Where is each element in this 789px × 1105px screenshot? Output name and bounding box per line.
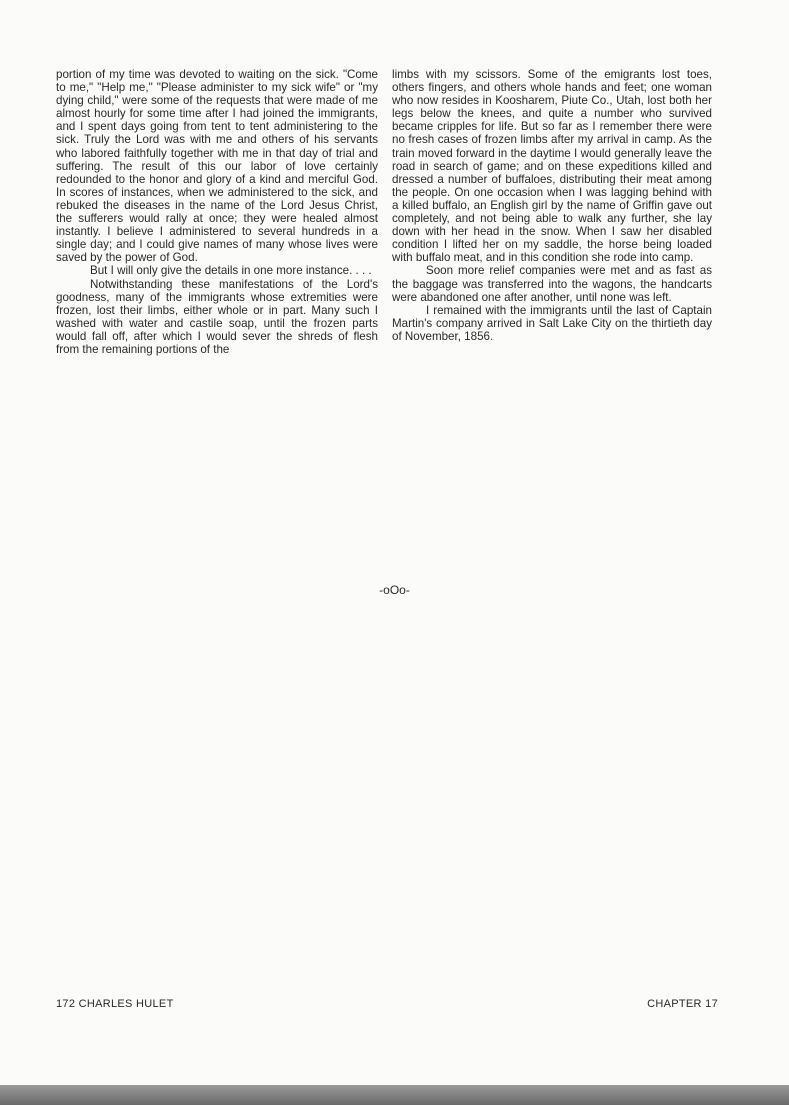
left-paragraph-3: Notwithstanding these manifestations of the Lord's goodness, many of the immigrants whose extremities were frozen, lost their limbs, either whole or in part. Many such I washed with water and castile soap, until the frozen parts would fall off, after which I would sever the shreds of flesh from the remaining portions of the [56, 277, 378, 356]
section-ornament: -oOo- [379, 583, 410, 597]
right-text-column [392, 68, 712, 343]
footer-chapter-label: CHAPTER 17 [647, 998, 718, 1010]
right-paragraph-3: I remained with the immigrants until the last of Captain Martin's company arrived in Salt Lake City on the thirtieth day of November, 1856. [392, 303, 712, 343]
scan-edge-bar [0, 1085, 789, 1105]
right-paragraph-1: limbs with my scissors. Some of the emigrants lost toes, others fingers, and others whole hands and feet; one woman who now resides in Koosharem, Piute Co., Utah, lost both her legs below the knees, and quite a number who survived became cripples for life. But so far as I remember there were no fresh cases of frozen limbs after my arrival in camp. As the train moved forward in the daytime I would generally leave the road in search of game; and on these expeditions killed and dressed a number of buffaloes, distributing their meat among the people. On one occasion when I was lagging behind with a killed buffalo, an English girl by the name of Griffin gave out completely, and not being able to walk any further, she lay down with her head in the snow. When I saw her disabled condition I lifted her on my saddle, the horse being loaded with buffalo meat, and in this condition she rode into camp. [392, 68, 712, 265]
left-paragraph-2: But I will only give the details in one more instance. . . . [90, 264, 372, 278]
left-paragraph-1: portion of my time was devoted to waiting on the sick. "Come to me," "Help me," "Please administer to my sick wife" or "my dying child," were some of the requests that were made of me almost hourly for some time after I had joined the immigrants, and I spent days going from tent to tent administering to the sick. Truly the Lord was with me and others of his servants who labored faithfully together with me in that day of trial and suffering. The result of this our labor of love certainly redounded to the honor and glory of a kind and merciful God. In scores of instances, when we administered to the sick, and rebuked the diseases in the name of the Lord Jesus Christ, the sufferers would rally at once; they were healed almost instantly. I believe I administered to several hundreds in a single day; and I could give names of many whose lives were saved by the power of God. [56, 68, 378, 265]
right-paragraph-2: Soon more relief companies were met and as fast as the baggage was transferred into the wagons, the handcarts were abandoned one after another, until none was left. [392, 264, 712, 304]
left-text-column [56, 68, 378, 356]
footer-page-number-author: 172 CHARLES HULET [56, 998, 174, 1010]
